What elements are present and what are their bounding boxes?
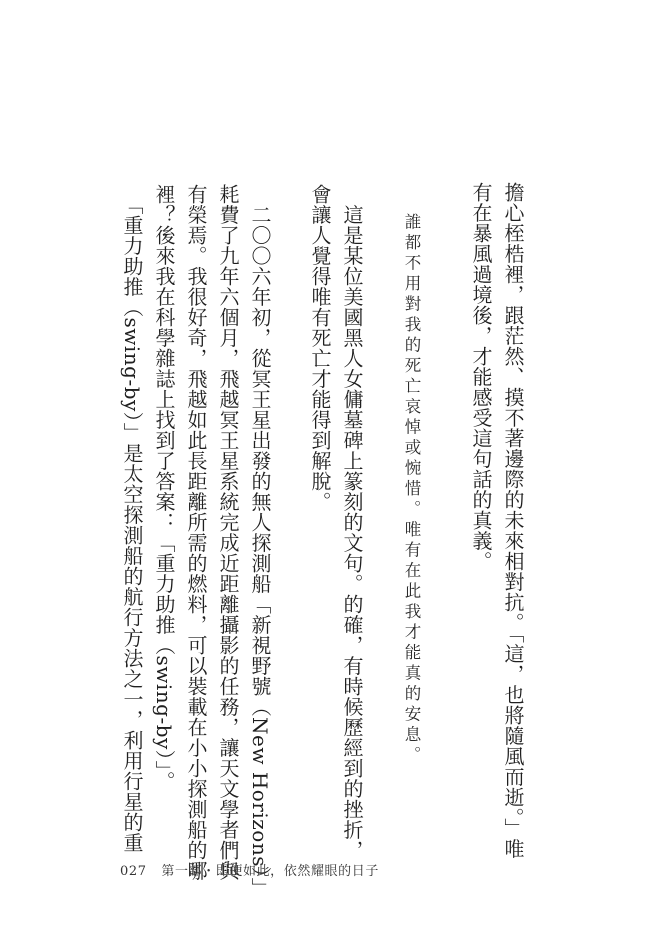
paragraph-2-line-1: 這是某位美國黑人女傭墓碑上篆刻的文句。的確，有時候歷經到的挫折，	[340, 184, 364, 861]
paragraph-1-line-1: 擔心桎梏裡，跟茫然、摸不著邊際的未來相對抗。「這，也將隨風而逝。」唯	[501, 182, 525, 859]
epitaph-quote: 誰都不用對我的死亡哀悼或惋惜。唯有在此我才能真的安息。	[402, 213, 421, 767]
page-number: 027	[120, 864, 147, 879]
paragraph-2-line-2: 會讓人覺得唯有死亡才能得到解脫。	[308, 184, 332, 512]
paragraph-3-line-4: 裡？後來我在科學雜誌上找到了答案：「重力助推（swing-by）」。	[152, 184, 176, 792]
running-title: 第一部・即便如此，依然耀眼的日子	[161, 864, 379, 879]
page-footer	[120, 860, 379, 879]
paragraph-3-line-5: 「重力助推（swing-by）」是太空探測船的航行方法之一，利用行星的重	[120, 184, 144, 853]
paragraph-3-line-3: 有榮焉。我很好奇，飛越如此長距離所需的燃料，可以裝載在小小探測船的哪	[184, 184, 208, 881]
paragraph-3-line-2: 耗費了九年六個月，飛越冥王星系統完成近距離攝影的任務，讓天文學者們與	[216, 184, 240, 881]
paragraph-1-line-2: 有在暴風過境後，才能感受這句話的真義。	[469, 182, 493, 572]
paragraph-3-line-1: 二〇〇六年初，從冥王星出發的無人探測船「新視野號（New Horizons）」	[248, 184, 272, 898]
